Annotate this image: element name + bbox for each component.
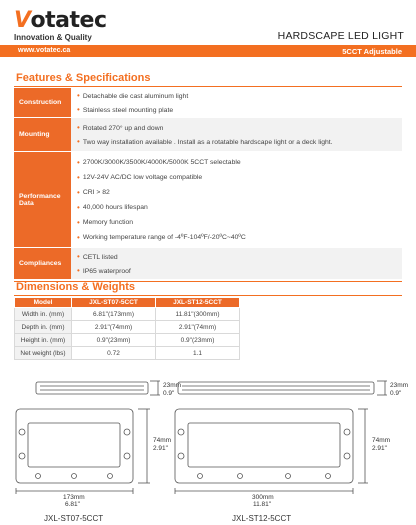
bullet-icon: • — [77, 266, 80, 275]
table-cell: 11.81"(300mm) — [156, 308, 240, 321]
tagline: Innovation & Quality — [14, 33, 92, 42]
table-row — [15, 347, 240, 360]
left-height-mm: 23mm — [163, 382, 182, 389]
list-item: • Memory function — [77, 217, 134, 227]
table-row — [15, 308, 240, 321]
list-item: • CRI > 82 — [77, 187, 110, 197]
brand-logo: Votatec — [14, 8, 107, 33]
right-depth-in: 2.91" — [372, 445, 387, 452]
spec-body — [71, 248, 402, 280]
technical-drawings — [0, 372, 416, 525]
table-cell: 1.1 — [156, 347, 240, 360]
right-height-in: 0.9" — [390, 390, 402, 397]
list-item: • IP65 waterproof — [77, 266, 131, 275]
features-title: Features & Specifications — [16, 72, 151, 84]
spec-body — [71, 88, 402, 118]
table-cell: 0.9"(23mm) — [156, 334, 240, 347]
table-row — [15, 334, 240, 347]
left-model-label: JXL-ST07-5CCT — [44, 514, 104, 523]
right-model-label: JXL-ST12-5CCT — [232, 514, 292, 523]
spec-row-compliances — [14, 248, 402, 280]
bullet-icon: • — [77, 105, 80, 114]
table-header-row — [15, 298, 240, 308]
list-item: • Rotated 270° up and down — [77, 123, 164, 132]
left-depth-in: 2.91" — [153, 445, 168, 452]
list-item: • CETL listed — [77, 252, 118, 261]
right-width-mm: 300mm — [252, 494, 274, 501]
bullet-icon: • — [77, 137, 80, 146]
row-label: Width in. (mm) — [15, 308, 72, 321]
bullet-icon: • — [77, 217, 80, 227]
list-item: • 2700K/3000K/3500K/4000K/5000K 5CCT selectable — [77, 157, 241, 167]
spec-row-performance — [14, 152, 402, 248]
bullet-icon: • — [77, 187, 80, 197]
spec-body — [71, 152, 402, 248]
page-title: HARDSCAPE LED LIGHT — [277, 30, 404, 42]
right-side-view — [178, 381, 387, 395]
left-width-mm: 173mm — [63, 494, 85, 501]
left-depth-mm: 74mm — [153, 437, 172, 444]
bullet-icon: • — [77, 232, 80, 242]
list-item: • Working temperature range of -4ºF-104ºF/-20ºC~40ºC — [77, 232, 246, 242]
row-label: Height in. (mm) — [15, 334, 72, 347]
dimensions-title: Dimensions & Weights — [16, 281, 135, 293]
features-divider — [14, 86, 402, 87]
table-row — [15, 321, 240, 334]
spec-label: Mounting — [14, 118, 71, 152]
right-height-mm: 23mm — [390, 382, 409, 389]
left-width-in: 6.81" — [65, 501, 80, 508]
list-item: • Stainless steel mounting plate — [77, 105, 174, 114]
left-height-in: 0.9" — [163, 390, 175, 397]
table-cell: 0.9"(23mm) — [72, 334, 156, 347]
spec-body — [71, 118, 402, 152]
left-side-view — [36, 381, 160, 395]
spec-row-mounting — [14, 118, 402, 152]
table-cell: 2.91"(74mm) — [72, 321, 156, 334]
list-item: • Two way installation available . Install as a rotatable hardscape light or a deck light. — [77, 137, 333, 146]
page-subtitle: 5CCT Adjustable — [342, 46, 402, 56]
dimensions-table — [14, 297, 240, 360]
dimensions-divider — [14, 295, 402, 296]
page-header — [0, 0, 416, 62]
right-width-in: 11.81" — [253, 501, 272, 508]
list-item: • Detachable die cast aluminum light — [77, 91, 189, 100]
list-item: • 12V-24V AC/DC low voltage compatible — [77, 172, 203, 182]
column-header: JXL-ST07-5CCT — [72, 298, 156, 308]
header-bar — [0, 45, 416, 57]
spec-row-construction — [14, 88, 402, 118]
column-header: Model — [15, 298, 72, 308]
bullet-icon: • — [77, 123, 80, 132]
left-top-view — [16, 409, 150, 494]
right-top-view — [175, 409, 368, 494]
bullet-icon: • — [77, 172, 80, 182]
bullet-icon: • — [77, 157, 80, 167]
spec-label: Compliances — [14, 248, 71, 280]
table-cell: 0.72 — [72, 347, 156, 360]
bullet-icon: • — [77, 91, 80, 100]
bullet-icon: • — [77, 202, 80, 212]
list-item: • 40,000 hours lifespan — [77, 202, 148, 212]
table-cell: 2.91"(74mm) — [156, 321, 240, 334]
bullet-icon: • — [77, 252, 80, 261]
spec-label: Performance Data — [14, 152, 71, 248]
spec-label: Construction — [14, 88, 71, 118]
website-link[interactable]: www.votatec.ca — [18, 46, 71, 54]
table-cell: 6.81"(173mm) — [72, 308, 156, 321]
row-label: Net weight (lbs) — [15, 347, 72, 360]
column-header: JXL-ST12-5CCT — [156, 298, 240, 308]
row-label: Depth in. (mm) — [15, 321, 72, 334]
right-depth-mm: 74mm — [372, 437, 391, 444]
